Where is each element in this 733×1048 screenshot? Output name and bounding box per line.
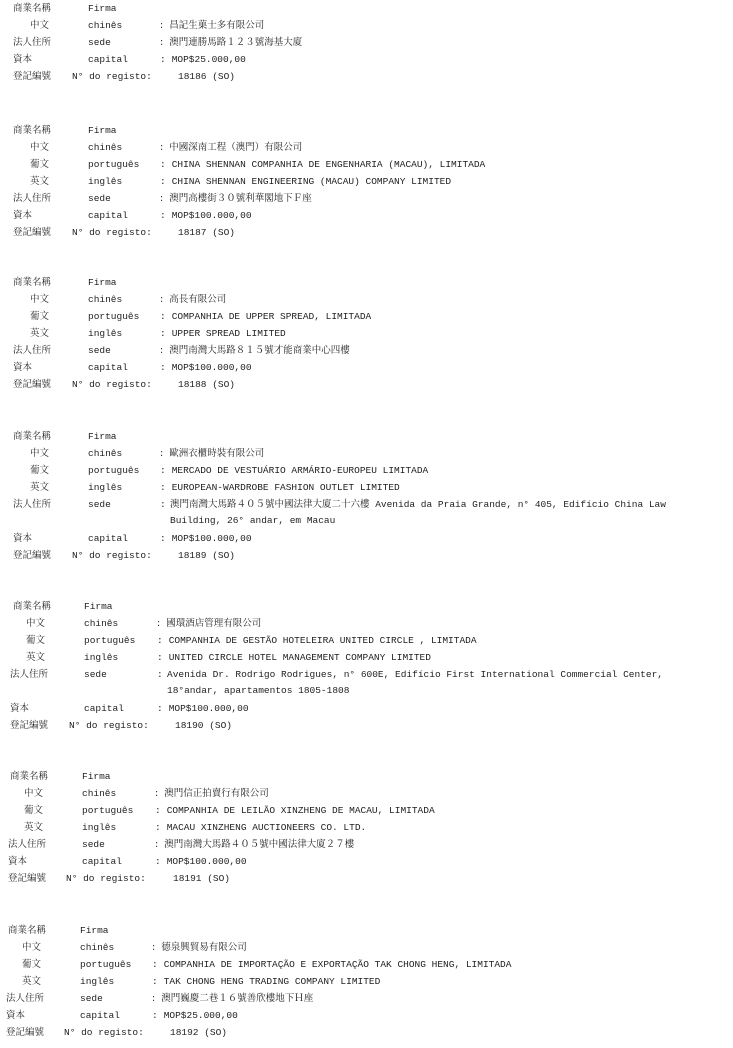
- seat-value: Avenida Dr. Rodrigo Rodrigues, n° 600E, Edifício First International Commercial Center, 18°andar, apartamentos 1805-1808: [167, 669, 663, 696]
- chinese-name: 中國深南工程（澳門）有限公司: [169, 142, 303, 153]
- registry-label-pt: N° do registo:: [66, 873, 146, 884]
- colon: :: [160, 37, 164, 48]
- english-row: [0, 649, 733, 666]
- seat-value: 澳門高樓街３０號利華閣地下Ｆ座: [169, 193, 312, 204]
- registry-row: [0, 547, 733, 564]
- chinese-label-pt: chinês: [88, 142, 123, 153]
- seat-row: [0, 342, 733, 359]
- capital-row: [0, 359, 733, 376]
- capital-row: [0, 51, 733, 68]
- capital-row: [0, 530, 733, 547]
- registry-row: [0, 870, 733, 887]
- registry-label-pt: N° do registo:: [72, 550, 152, 561]
- capital-value: MOP$100.000,00: [171, 210, 252, 221]
- colon: :: [160, 345, 164, 356]
- portuguese-name: CHINA SHENNAN COMPANHIA DE ENGENHARIA (MACAU), LIMITADA: [171, 159, 486, 170]
- capital-value: MOP$25.000,00: [163, 1010, 238, 1021]
- firm-row: [0, 922, 733, 939]
- registry-label-pt: N° do registo:: [72, 71, 152, 82]
- capital-row: [0, 207, 733, 224]
- chinese-label-zh: 中文: [24, 788, 44, 799]
- colon: :: [160, 482, 166, 493]
- firm-label-zh: 商業名稱: [10, 771, 49, 782]
- chinese-row: [0, 785, 733, 802]
- colon: :: [155, 856, 161, 867]
- capital-label-pt: capital: [88, 54, 128, 65]
- company-entry: [0, 768, 733, 887]
- chinese-label-pt: chinês: [82, 788, 117, 799]
- english-label-pt: inglês: [84, 652, 119, 663]
- seat-label-zh: 法人住所: [8, 839, 47, 850]
- colon: :: [157, 635, 163, 646]
- portuguese-label-pt: português: [88, 465, 140, 476]
- registry-number: 18190 (SO): [175, 720, 233, 731]
- seat-value: 澳門巍慶二巷１６號善欣樓地下Ｈ座: [161, 993, 314, 1004]
- capital-label-zh: 資本: [10, 703, 30, 714]
- colon: :: [155, 822, 161, 833]
- seat-row: [0, 836, 733, 853]
- registry-label-zh: 登記編號: [6, 1027, 45, 1038]
- portuguese-name: COMPANHIA DE UPPER SPREAD, LIMITADA: [171, 311, 372, 322]
- seat-label-pt: sede: [80, 993, 103, 1004]
- colon: :: [157, 669, 163, 680]
- capital-label-pt: capital: [88, 362, 128, 373]
- firm-row: [0, 768, 733, 785]
- capital-label-zh: 資本: [13, 533, 33, 544]
- capital-value: MOP$25.000,00: [171, 54, 246, 65]
- portuguese-row: [0, 956, 733, 973]
- portuguese-label-pt: português: [88, 311, 140, 322]
- colon: :: [160, 210, 166, 221]
- registry-number: 18186 (SO): [178, 71, 236, 82]
- capital-value: MOP$100.000,00: [171, 533, 252, 544]
- registry-label-zh: 登記編號: [10, 720, 49, 731]
- capital-row: [0, 1007, 733, 1024]
- firm-row: [0, 428, 733, 445]
- firm-label-pt: Firma: [88, 3, 117, 14]
- capital-label-pt: capital: [88, 533, 128, 544]
- registry-number: 18188 (SO): [178, 379, 236, 390]
- firm-label-pt: Firma: [82, 771, 111, 782]
- registry-number: 18192 (SO): [170, 1027, 228, 1038]
- company-entry: [0, 922, 733, 1041]
- colon: :: [160, 499, 166, 510]
- capital-row: [0, 853, 733, 870]
- portuguese-label-zh: 葡文: [30, 311, 50, 322]
- colon: :: [160, 176, 166, 187]
- portuguese-label-pt: português: [82, 805, 134, 816]
- colon: :: [155, 839, 159, 850]
- firm-row: [0, 0, 733, 17]
- chinese-name: 昌記生菓士多有限公司: [169, 20, 265, 31]
- english-label-zh: 英文: [30, 328, 50, 339]
- seat-label-pt: sede: [88, 345, 111, 356]
- firm-row: [0, 598, 733, 615]
- seat-label-zh: 法人住所: [13, 37, 52, 48]
- registry-row: [0, 376, 733, 393]
- registry-label-zh: 登記編號: [13, 227, 52, 238]
- portuguese-row: [0, 462, 733, 479]
- seat-label-pt: sede: [88, 499, 111, 510]
- registry-label-zh: 登記編號: [13, 550, 52, 561]
- colon: :: [160, 142, 164, 153]
- colon: :: [160, 193, 164, 204]
- registry-label-zh: 登記編號: [13, 71, 52, 82]
- english-row: [0, 325, 733, 342]
- english-label-zh: 英文: [30, 482, 50, 493]
- chinese-label-pt: chinês: [88, 20, 123, 31]
- english-name: CHINA SHENNAN ENGINEERING (MACAU) COMPANY LIMITED: [171, 176, 452, 187]
- registry-number: 18191 (SO): [173, 873, 231, 884]
- seat-row: [0, 190, 733, 207]
- colon: :: [160, 54, 166, 65]
- chinese-label-zh: 中文: [26, 618, 46, 629]
- colon: :: [160, 294, 164, 305]
- colon: :: [157, 652, 163, 663]
- seat-label-zh: 法人住所: [6, 993, 45, 1004]
- firm-label-pt: Firma: [80, 925, 109, 936]
- chinese-name: 國環酒店管理有限公司: [166, 618, 262, 629]
- colon: :: [152, 993, 156, 1004]
- chinese-name: 澳門信正拍賣行有限公司: [164, 788, 269, 799]
- registry-row: [0, 68, 733, 85]
- seat-value: 澳門南灣大馬路４０５號中國法律大廈二十六樓 Avenida da Praia Grande, n° 405, Edifício China Law Building, 26° andar, em Macau: [170, 499, 666, 526]
- registry-label-pt: N° do registo:: [64, 1027, 144, 1038]
- registry-row: [0, 1024, 733, 1041]
- english-row: [0, 973, 733, 990]
- portuguese-label-zh: 葡文: [26, 635, 46, 646]
- chinese-row: [0, 291, 733, 308]
- firm-label-zh: 商業名稱: [13, 277, 52, 288]
- colon: :: [160, 448, 164, 459]
- seat-row: [0, 34, 733, 51]
- chinese-label-zh: 中文: [30, 20, 50, 31]
- english-name: UNITED CIRCLE HOTEL MANAGEMENT COMPANY LIMITED: [168, 652, 431, 663]
- firm-label-pt: Firma: [88, 277, 117, 288]
- chinese-label-zh: 中文: [22, 942, 42, 953]
- capital-value: MOP$100.000,00: [166, 856, 247, 867]
- colon: :: [155, 805, 161, 816]
- chinese-label-pt: chinês: [84, 618, 119, 629]
- registry-row: [0, 717, 733, 734]
- portuguese-label-pt: português: [88, 159, 140, 170]
- portuguese-label-zh: 葡文: [24, 805, 44, 816]
- seat-label-pt: sede: [88, 193, 111, 204]
- firm-row: [0, 274, 733, 291]
- english-label-pt: inglês: [80, 976, 115, 987]
- company-entry: [0, 274, 733, 393]
- seat-label-pt: sede: [82, 839, 105, 850]
- chinese-row: [0, 445, 733, 462]
- seat-row: [0, 990, 733, 1007]
- english-label-pt: inglês: [88, 328, 123, 339]
- seat-row: [0, 496, 733, 530]
- english-row: [0, 819, 733, 836]
- chinese-label-zh: 中文: [30, 142, 50, 153]
- portuguese-row: [0, 632, 733, 649]
- registry-label-pt: N° do registo:: [69, 720, 149, 731]
- portuguese-name: COMPANHIA DE LEILÃO XINZHENG DE MACAU, LIMITADA: [166, 805, 435, 816]
- portuguese-row: [0, 156, 733, 173]
- portuguese-name: COMPANHIA DE IMPORTAÇÃO E EXPORTAÇÃO TAK CHONG HENG, LIMITADA: [163, 959, 512, 970]
- firm-row: [0, 122, 733, 139]
- portuguese-label-pt: português: [84, 635, 136, 646]
- company-entry: [0, 0, 733, 85]
- firm-label-zh: 商業名稱: [13, 431, 52, 442]
- colon: :: [160, 533, 166, 544]
- portuguese-name: MERCADO DE VESTUÁRIO ARMÁRIO-EUROPEU LIMITADA: [171, 465, 429, 476]
- colon: :: [152, 1010, 158, 1021]
- firm-label-zh: 商業名稱: [13, 601, 52, 612]
- chinese-name: 高長有限公司: [169, 294, 227, 305]
- colon: :: [157, 618, 161, 629]
- english-label-pt: inglês: [88, 482, 123, 493]
- seat-row: [0, 666, 733, 700]
- seat-value: 澳門南灣大馬路８１５號才能商業中心四樓: [169, 345, 350, 356]
- english-row: [0, 479, 733, 496]
- registry-number: 18187 (SO): [178, 227, 236, 238]
- registry-label-zh: 登記編號: [13, 379, 52, 390]
- seat-label-pt: sede: [88, 37, 111, 48]
- company-entry: [0, 598, 733, 734]
- capital-label-zh: 資本: [13, 362, 33, 373]
- seat-value: 澳門南灣大馬路４０５號中國法律大廈２７樓: [164, 839, 355, 850]
- capital-label-zh: 資本: [13, 54, 33, 65]
- capital-label-pt: capital: [80, 1010, 120, 1021]
- english-label-zh: 英文: [24, 822, 44, 833]
- portuguese-name: COMPANHIA DE GESTÃO HOTELEIRA UNITED CIRCLE , LIMITADA: [168, 635, 477, 646]
- capital-value: MOP$100.000,00: [168, 703, 249, 714]
- chinese-name: 德泉興貿易有限公司: [161, 942, 247, 953]
- seat-label-zh: 法人住所: [13, 345, 52, 356]
- capital-label-zh: 資本: [6, 1010, 26, 1021]
- firm-label-zh: 商業名稱: [13, 125, 52, 136]
- english-label-pt: inglês: [88, 176, 123, 187]
- registry-number: 18189 (SO): [178, 550, 236, 561]
- colon: :: [152, 976, 158, 987]
- colon: :: [152, 942, 156, 953]
- registry-label-pt: N° do registo:: [72, 227, 152, 238]
- seat-label-zh: 法人住所: [13, 193, 52, 204]
- portuguese-label-pt: português: [80, 959, 132, 970]
- capital-label-zh: 資本: [13, 210, 33, 221]
- firm-label-zh: 商業名稱: [13, 3, 52, 14]
- english-row: [0, 173, 733, 190]
- colon: :: [152, 959, 158, 970]
- capital-label-zh: 資本: [8, 856, 28, 867]
- capital-label-pt: capital: [82, 856, 122, 867]
- seat-label-zh: 法人住所: [13, 499, 52, 510]
- chinese-label-pt: chinês: [88, 448, 123, 459]
- english-label-zh: 英文: [22, 976, 42, 987]
- firm-label-zh: 商業名稱: [8, 925, 47, 936]
- english-name: TAK CHONG HENG TRADING COMPANY LIMITED: [163, 976, 381, 987]
- registry-row: [0, 224, 733, 241]
- chinese-row: [0, 139, 733, 156]
- chinese-row: [0, 615, 733, 632]
- english-name: UPPER SPREAD LIMITED: [171, 328, 286, 339]
- capital-value: MOP$100.000,00: [171, 362, 252, 373]
- registry-label-pt: N° do registo:: [72, 379, 152, 390]
- chinese-label-pt: chinês: [88, 294, 123, 305]
- chinese-label-zh: 中文: [30, 294, 50, 305]
- colon: :: [160, 465, 166, 476]
- seat-label-zh: 法人住所: [10, 669, 49, 680]
- english-name: EUROPEAN-WARDROBE FASHION OUTLET LIMITED: [171, 482, 400, 493]
- capital-row: [0, 700, 733, 717]
- portuguese-row: [0, 308, 733, 325]
- colon: :: [160, 311, 166, 322]
- chinese-row: [0, 17, 733, 34]
- chinese-row: [0, 939, 733, 956]
- chinese-label-zh: 中文: [30, 448, 50, 459]
- english-name: MACAU XINZHENG AUCTIONEERS CO. LTD.: [166, 822, 367, 833]
- colon: :: [160, 328, 166, 339]
- seat-value: 澳門連勝馬路１２３號海基大廈: [169, 37, 303, 48]
- english-label-zh: 英文: [26, 652, 46, 663]
- seat-label-pt: sede: [84, 669, 107, 680]
- colon: :: [155, 788, 159, 799]
- firm-label-pt: Firma: [84, 601, 113, 612]
- capital-label-pt: capital: [84, 703, 124, 714]
- portuguese-label-zh: 葡文: [30, 465, 50, 476]
- colon: :: [160, 20, 164, 31]
- english-label-pt: inglês: [82, 822, 117, 833]
- portuguese-label-zh: 葡文: [22, 959, 42, 970]
- company-entry: [0, 428, 733, 564]
- colon: :: [160, 159, 166, 170]
- registry-label-zh: 登記編號: [8, 873, 47, 884]
- capital-label-pt: capital: [88, 210, 128, 221]
- company-entry: [0, 122, 733, 241]
- portuguese-row: [0, 802, 733, 819]
- chinese-name: 歐洲衣櫃時裝有限公司: [169, 448, 265, 459]
- portuguese-label-zh: 葡文: [30, 159, 50, 170]
- english-label-zh: 英文: [30, 176, 50, 187]
- colon: :: [157, 703, 163, 714]
- firm-label-pt: Firma: [88, 125, 117, 136]
- firm-label-pt: Firma: [88, 431, 117, 442]
- chinese-label-pt: chinês: [80, 942, 115, 953]
- colon: :: [160, 362, 166, 373]
